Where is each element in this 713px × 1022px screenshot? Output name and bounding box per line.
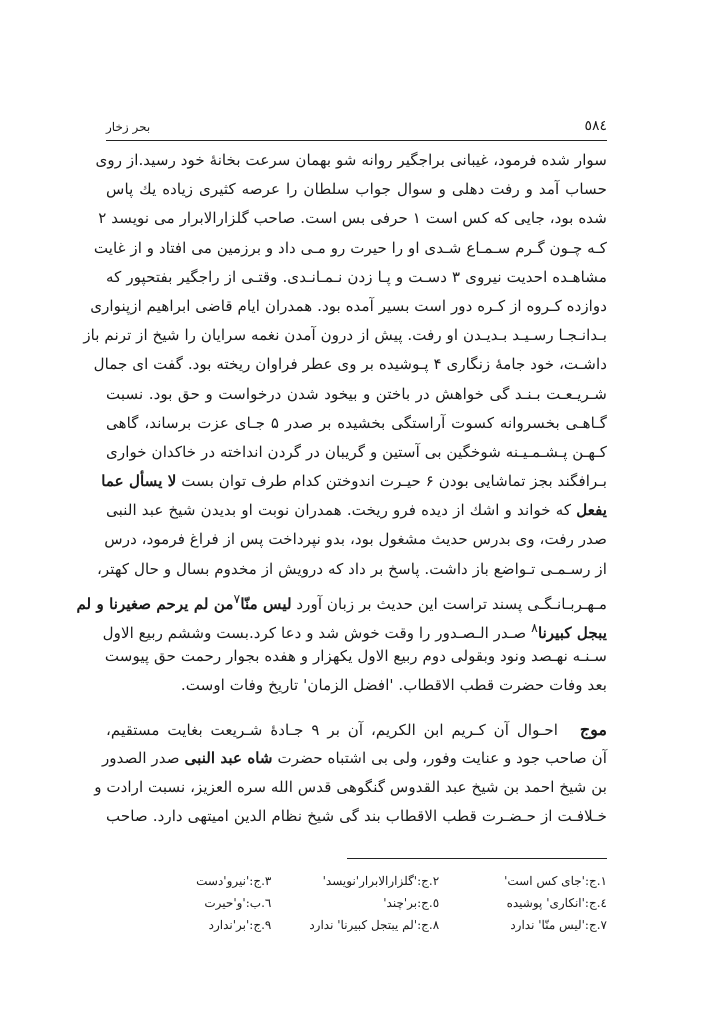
- footnote: ۷.ج:'لیس منّا' ندارد: [510, 918, 607, 932]
- text-line: خـلافـت از حـضـرت قطب الاقطاب بند گی شیخ نظام الدین امیتهی دارد. صاحب: [106, 807, 607, 826]
- text-line: بعد وفات حضرت قطب الاقطاب. 'افضل الزمان' تاریخ وفات اوست.: [180, 676, 607, 695]
- text-line: سـنـه نهـصد ونود وبقولی دوم ربیع الاول یکهزار و هفده بجوار رحمت حق پیوست: [104, 647, 607, 666]
- text-fragment: که خواند و اشك از دیده فرو ریخت. همدران نوبت او بدیدن شیخ عبد النبی: [106, 501, 572, 520]
- hadith-phrase: من لم یرحم صغیرنا و لم: [76, 594, 234, 613]
- footnote: ٦.ب:'و'حیرت: [204, 896, 272, 910]
- text-line: از رسـمـی تـواضع باز داشت. پاسخ بر داد که درویش از مخدوم بسال و حال کهتر،: [97, 559, 607, 578]
- text-fragment: مـهـربـانـگـی پسند تراست این حدیث بر زبان آورد: [296, 594, 607, 613]
- text-line: [101, 744, 607, 773]
- text-line: [106, 496, 607, 525]
- section-heading: موج: [579, 719, 607, 739]
- text-line: شـریـعـت بـنـد گی خواهش در باختن و بیخود شدن درخواست و حق بود. نسبت: [106, 384, 607, 403]
- footnote-marker: ۷: [233, 590, 241, 606]
- footnote-marker: ۸: [531, 620, 538, 635]
- hadith-phrase: لیس منّا: [240, 594, 292, 613]
- paragraph-gap: [106, 701, 607, 715]
- quran-phrase: لا یسأل عما: [101, 472, 177, 491]
- text-fragment: آن صاحب جود و عنایت وفور، ولی بی اشتباه حضرت: [277, 748, 607, 767]
- text-line: [101, 467, 607, 496]
- footnote: ۹.ج:'بر'ندارد: [208, 918, 272, 932]
- body-text: [76, 146, 607, 831]
- text-line: کـهـن پـشـمـیـنه شوخگین بی آستین و گریبان در گردن انداخته در خاکدان خواری: [106, 442, 607, 461]
- quran-phrase: یفعل: [576, 501, 607, 520]
- text-line: کـه چـون گـرم سـمـاع شـدی او را حیرت رو مـی داد و برزمین می افتاد و از غایت: [93, 238, 607, 257]
- text-line: سوار شده فرمود، غیبانی براجگیر روانه شو بهمان سرعت بخانهٔ خود رسید.از روی: [95, 151, 607, 169]
- page-header: [106, 118, 607, 140]
- footnote: ۳.ج:'نیرو'دست: [196, 874, 272, 888]
- footnote: ٤.ج:'انکاری' پوشیده: [506, 896, 607, 910]
- text-line: بن شیخ احمد بن شیخ عبد القدوس گنگوهی قدس الله سره العزیز، نسبت ارادت و: [94, 777, 607, 796]
- text-fragment: صدر الصدور: [101, 748, 180, 767]
- text-line: شده بود، جایی که کس است ۱ حرفی بس است. صاحب گلزارالابرار می نویسد ۲: [98, 209, 607, 228]
- page-number: ٥٨٤: [584, 118, 607, 134]
- text-line: مشاهـده احدیت نیروی ۳ دسـت و پـا زدن نـمـانـدی. وقتـی از راجگیر بفتحپور که: [106, 267, 607, 286]
- text-fragment: صـدر الـصـدور را وقت خوش شد و دعا کرد.بست وششم ربیع الاول: [102, 624, 527, 643]
- text-line: [106, 715, 607, 744]
- footnote: ۸.ج:'لم یبتجل کبیرنا' ندارد: [309, 918, 440, 932]
- text-line: [76, 584, 607, 613]
- text-line: صدر رفت، وی بدرس حدیث مشغول بود، بدو نپرداخت پس از فراغ فرمود، درس: [104, 530, 607, 549]
- header-rule: [106, 140, 607, 141]
- footnote-rule: [347, 858, 607, 859]
- text-line: دوازده کـروه از کـره دور است بسیر آمده بود. همدران ایام قاضی ابراهیم ازپنواری: [90, 296, 607, 315]
- footnote: ۱.ج:'جای کس است': [504, 874, 607, 888]
- hadith-phrase: یبجل کبیرنا: [537, 624, 607, 643]
- text-fragment: بـرافگند بجز تماشایی بودن ۶ حیـرت اندوختن کدام طرف توان بست: [181, 472, 607, 491]
- footnote: ٥.ج:بر'چند': [383, 896, 440, 910]
- text-line: [102, 613, 607, 643]
- running-title: بحر زخار: [106, 120, 151, 134]
- footnote-row: [106, 892, 607, 914]
- text-line: بـدانـجـا رسـیـد بـدیـدن او رفت. پیش از درون آمدن نغمه سرایان را شیخ از ترنم باز: [83, 326, 607, 345]
- person-name: شاه عبد النبی: [184, 748, 273, 767]
- footnote: ۲.ج:'گلزارالابرار'نویسد': [322, 874, 440, 888]
- text-line: گـاهـی بخسروانه کسوت آراستگی بخشیده بر صدر ۵ جـای عزت برساند، گاهی: [106, 413, 607, 432]
- text-line: داشـت، خود جامهٔ زنگاری ۴ پـوشیده بر وی عطر فراوان ریخته بود. گفت ای جمال: [93, 355, 607, 374]
- text-line: حساب آمد و رفت دهلی و سوال جواب سلطان را عرصه کثیری زیاده یك پاس: [106, 180, 607, 199]
- footnote-row: [106, 914, 607, 936]
- footnotes: [106, 870, 607, 936]
- text-fragment: احـوال آن کـریم ابن الکریم، آن بر ۹ جـادهٔ شـریعت بغایت مستقیم،: [106, 720, 558, 739]
- footnote-row: [106, 870, 607, 892]
